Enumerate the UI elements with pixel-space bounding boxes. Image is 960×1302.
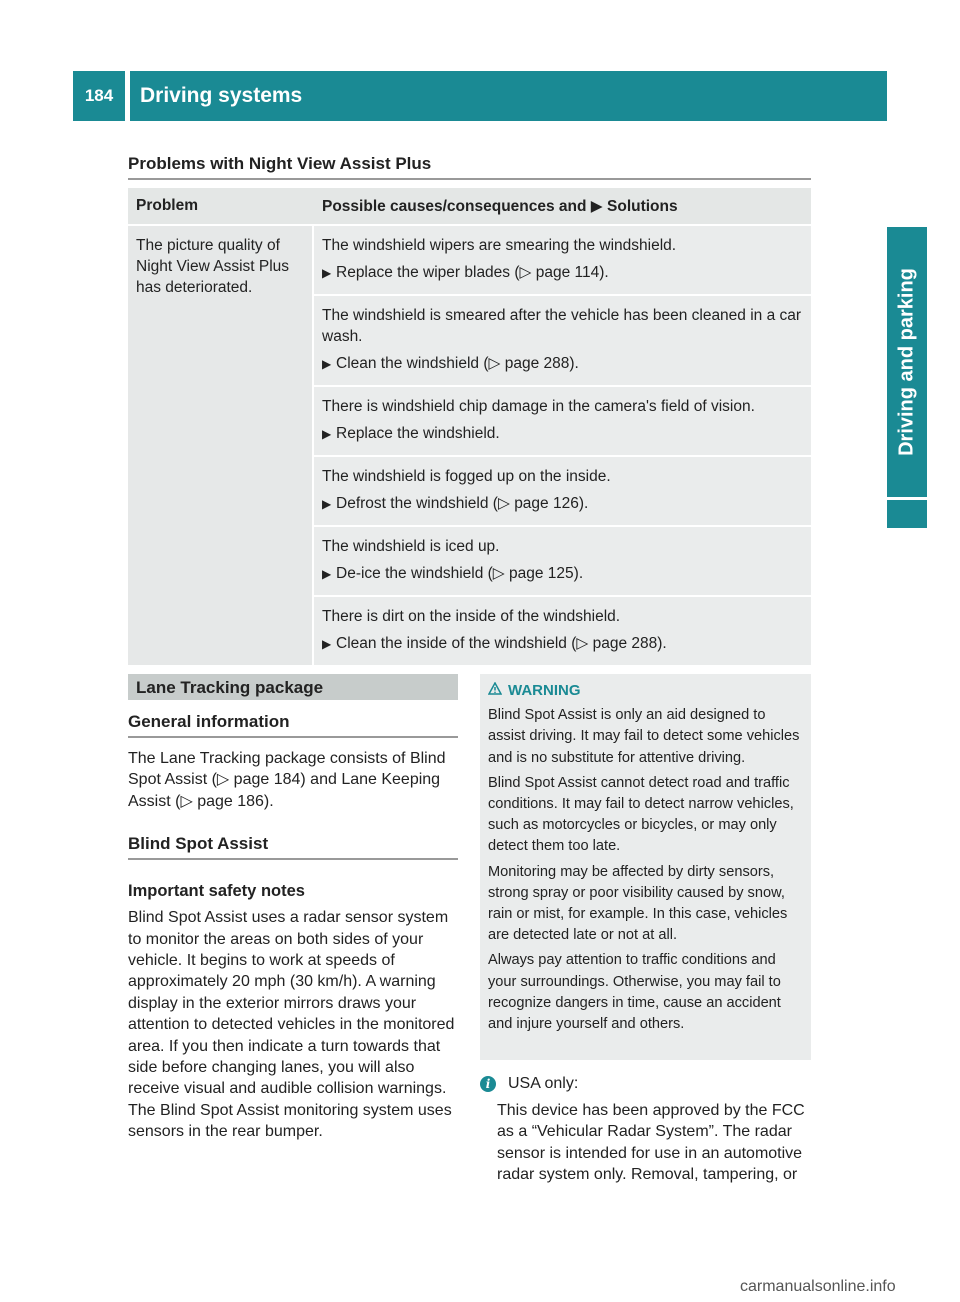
side-tab-label: Driving and parking [895, 268, 918, 456]
safety-notes-text: Blind Spot Assist uses a radar sensor system to monitor the areas on both sides of your vehicle. It begins to work at speeds of approximately 20 mph (30 km/h). A warning display in the exterior mirrors draws your attention to detected vehicles in the monitored area. If you then indicate a turn towards that side before changing lanes, you will also receive visual and audible collision warnings. The Blind Spot Assist monitoring system uses sensors in the rear bumper. [128, 909, 455, 1141]
cause-text: The windshield is fogged up on the inside. [322, 468, 611, 485]
chapter-title: Driving systems [130, 71, 887, 121]
cause-text: The windshield is iced up. [322, 538, 500, 555]
cause-text: The windshield wipers are smearing the windshield. [322, 237, 677, 254]
solution-text: Clean the inside of the windshield (▷ page 288). [336, 635, 667, 652]
cause-text: There is windshield chip damage in the camera's field of vision. [322, 398, 755, 415]
safety-notes-heading: Important safety notes [128, 882, 305, 901]
arrow-icon: ▶ [322, 427, 332, 441]
watermark: carmanualsonline.info [740, 1278, 896, 1295]
solution-text: Replace the windshield. [336, 425, 500, 442]
warning-paragraph: Blind Spot Assist is only an aid designed to assist driving. It may fail to detect some vehicles and is no substitute for attentive driving. [488, 707, 800, 766]
side-tab-marker [887, 500, 927, 528]
arrow-icon: ▶ [322, 567, 332, 581]
info-text: This device has been approved by the FCC as a “Vehicular Radar System”. The radar sensor is intended for use in an automotive radar system only. Removal, tampering, or [497, 1102, 805, 1184]
arrow-icon: ▶ [322, 266, 332, 280]
warning-title: WARNING [508, 682, 581, 699]
general-info-text: The Lane Tracking package consists of Blind Spot Assist (▷ page 184) and Lane Keeping Assist (▷ page 186). [128, 750, 446, 810]
general-info-heading: General information [128, 712, 458, 738]
solution-step [322, 262, 803, 284]
warning-paragraph: Blind Spot Assist cannot detect road and traffic conditions. It may fail to detect narrow vehicles, such as motorcycles or bicycles, or may only detect them too late. [488, 774, 794, 855]
blind-spot-heading: Blind Spot Assist [128, 834, 458, 860]
cause-text: There is dirt on the inside of the windshield. [322, 608, 621, 625]
solution-text: Clean the windshield (▷ page 288). [336, 355, 579, 372]
cause-cell [314, 296, 811, 387]
arrow-icon: ▶ [322, 357, 332, 371]
lane-tracking-section [128, 674, 458, 1143]
solution-step [322, 633, 803, 655]
solution-step [322, 423, 803, 445]
solution-step [322, 563, 803, 585]
warning-triangle-icon [488, 680, 502, 701]
page-number: 184 [73, 71, 125, 121]
problems-table [128, 188, 811, 665]
arrow-icon: ▶ [322, 497, 332, 511]
warning-paragraph: Monitoring may be affected by dirty sensors, strong spray or poor visibility caused by snow, rain or mist, for example. In this case, vehicles are detected late or not at all. [488, 863, 788, 944]
lane-tracking-banner: Lane Tracking package [128, 674, 458, 700]
solution-text: Defrost the windshield (▷ page 126). [336, 495, 589, 512]
info-icon: i [480, 1076, 496, 1092]
table-header-row [128, 188, 811, 226]
solution-text: Replace the wiper blades (▷ page 114). [336, 264, 609, 281]
arrow-icon: ▶ [322, 637, 332, 651]
column-header-solutions: Possible causes/consequences and ▶ Solutions [314, 188, 811, 226]
solution-step [322, 493, 803, 515]
solution-text: De-ice the windshield (▷ page 125). [336, 565, 584, 582]
column-header-problem: Problem [128, 188, 314, 226]
side-tab [887, 227, 927, 497]
cause-cell [314, 387, 811, 457]
info-label: USA only: [508, 1075, 579, 1092]
cause-cell [314, 226, 811, 296]
cause-text: The windshield is smeared after the vehicle has been cleaned in a car wash. [322, 307, 802, 345]
section-title: Problems with Night View Assist Plus [128, 154, 432, 173]
problem-cell: The picture quality of Night View Assist Plus has deteriorated. [128, 226, 314, 665]
warning-heading [488, 680, 803, 701]
cause-cell [314, 527, 811, 597]
warning-box [480, 674, 811, 1060]
page-header [73, 71, 887, 121]
table-row [128, 226, 811, 296]
warning-paragraph: Always pay attention to traffic conditions and your surroundings. Otherwise, you may fail to recognize dangers in time, cause an accident and injure yourself and others. [488, 952, 781, 1033]
cause-cell [314, 597, 811, 665]
solution-step [322, 353, 803, 375]
cause-cell [314, 457, 811, 527]
divider [128, 178, 811, 180]
